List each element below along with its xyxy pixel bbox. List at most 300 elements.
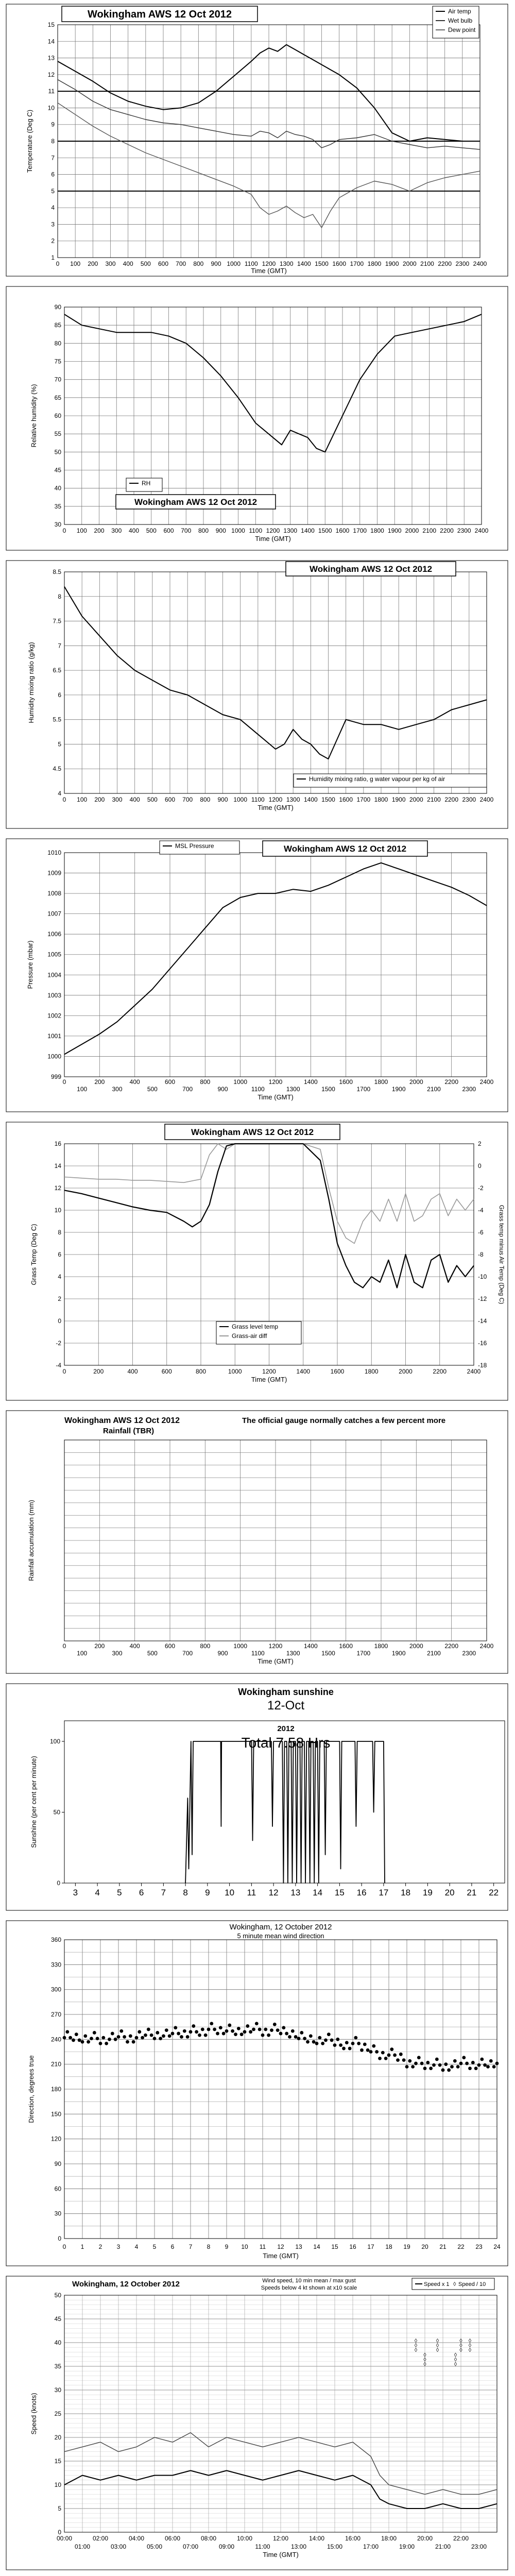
x-tick-label: 400 <box>129 1642 140 1650</box>
wind-speed-chart-svg <box>0 2272 515 2576</box>
x-tick-label: 08:00 <box>200 2535 217 2542</box>
chart-subtitle-2: Speeds below 4 kt shown at x10 scale <box>261 2285 357 2291</box>
x-tick-label: 1000 <box>233 1078 248 1086</box>
x-tick-label: 2300 <box>455 260 470 267</box>
x-tick-label: 1300 <box>286 796 300 803</box>
x-tick-label: 300 <box>112 1086 123 1093</box>
scatter-point <box>477 2063 481 2067</box>
scatter-point: ◊ <box>436 2343 439 2349</box>
x-tick-label: 03:00 <box>110 2543 127 2550</box>
x-tick-label: 4 <box>95 1888 100 1897</box>
x-tick-label: 2000 <box>405 527 419 534</box>
y-tick-label: 6 <box>58 1251 61 1258</box>
scatter-point <box>306 2040 310 2044</box>
x-tick-label: 1500 <box>321 1086 335 1093</box>
scatter-point: ◊ <box>468 2343 472 2349</box>
humidity-chart-svg <box>0 282 515 556</box>
scatter-point: ◊ <box>468 2338 472 2344</box>
legend-entry: MSL Pressure <box>175 842 214 850</box>
legend-entry: Grass level temp <box>232 1323 279 1330</box>
x-tick-label: 09:00 <box>218 2543 235 2550</box>
scatter-point <box>432 2063 436 2067</box>
x-tick-label: 2300 <box>462 1086 476 1093</box>
x-tick-label: 9 <box>205 1888 210 1897</box>
sunshine-chart-svg <box>0 1680 515 1917</box>
x-tick-label: 1600 <box>339 1078 353 1086</box>
y-tick-label: 1000 <box>47 1053 61 1060</box>
y-tick-label: -2 <box>56 1340 61 1347</box>
x-tick-label: 2000 <box>409 1078 423 1086</box>
scatter-point <box>186 2035 190 2039</box>
scatter-point <box>101 2036 105 2040</box>
scatter-point <box>402 2058 406 2062</box>
chart-title: Wokingham AWS 12 Oct 2012 <box>87 9 232 21</box>
scatter-point <box>129 2034 132 2038</box>
chart-title: Wokingham, 12 October 2012 <box>229 1923 332 1931</box>
scatter-point <box>246 2024 249 2028</box>
scatter-point <box>486 2065 490 2069</box>
x-tick-label: 1000 <box>228 1368 242 1375</box>
scatter-point <box>327 2032 331 2036</box>
chart-subtitle: 5 minute mean wind direction <box>237 1932 324 1940</box>
scatter-point <box>75 2032 78 2036</box>
temperature-chart-svg <box>0 0 515 282</box>
scatter-point <box>153 2037 157 2040</box>
x-tick-label: 2200 <box>444 1078 459 1086</box>
x-tick-label: 5 <box>152 2243 157 2250</box>
scatter-point <box>141 2036 144 2040</box>
legend-entry: Humidity mixing ratio, g water vapour per kg of air <box>309 775 445 783</box>
y-tick-label: 70 <box>54 376 61 383</box>
scatter-point <box>207 2028 211 2031</box>
scatter-point <box>474 2066 478 2070</box>
y-tick-label: 35 <box>54 2363 61 2370</box>
y-tick-label: 0 <box>57 1879 60 1887</box>
x-tick-label: 800 <box>200 796 211 803</box>
scatter-point: ◊ <box>459 2338 462 2344</box>
scatter-point <box>99 2042 102 2045</box>
scatter-point <box>357 2042 360 2045</box>
x-tick-label: 1100 <box>251 1086 265 1093</box>
y-axis-label: Temperature (Deg C) <box>26 109 33 173</box>
chart-subtitle: 12-Oct <box>267 1699 305 1713</box>
scatter-point: ◊ <box>454 2361 457 2368</box>
chart-relative-humidity <box>0 282 515 556</box>
x-tick-label: 1100 <box>244 260 258 267</box>
x-tick-label: 18 <box>385 2243 392 2250</box>
x-tick-label: 400 <box>129 1078 140 1086</box>
scatter-point <box>159 2037 162 2040</box>
x-tick-label: 1 <box>80 2243 84 2250</box>
y-tick-label: 80 <box>54 340 61 347</box>
scatter-point <box>240 2032 244 2036</box>
scatter-point: ◊ <box>423 2361 426 2368</box>
x-tick-label: 7 <box>188 2243 193 2250</box>
x-tick-label: 200 <box>94 1642 105 1650</box>
y-tick-label: 6 <box>51 171 55 178</box>
scatter-point <box>228 2024 231 2027</box>
y-tick-label: 20 <box>54 2434 61 2441</box>
scatter-point <box>65 2030 69 2033</box>
scatter-point <box>273 2023 277 2026</box>
x-axis-label: Time (GMT) <box>263 2551 299 2558</box>
y-right-tick-label: -6 <box>478 1229 484 1236</box>
scatter-point <box>171 2032 175 2036</box>
x-tick-label: 21 <box>439 2243 447 2250</box>
y-right-axis-label: Grass temp minus Air Temp (Deg C) <box>498 1205 505 1304</box>
x-tick-label: 1900 <box>391 1650 406 1657</box>
scatter-point <box>285 2032 288 2036</box>
x-tick-label: 13 <box>290 1888 301 1897</box>
mixing-ratio-chart-svg <box>0 556 515 835</box>
y-tick-label: 6.5 <box>53 667 61 674</box>
scatter-point: ◊ <box>459 2347 462 2353</box>
x-tick-label: 2300 <box>462 1650 476 1657</box>
legend-entry: Grass-air diff <box>232 1332 267 1340</box>
y-tick-label: 4 <box>58 790 61 797</box>
x-tick-label: 9 <box>225 2243 229 2250</box>
chart-temperature <box>0 0 515 282</box>
scatter-point <box>156 2031 159 2035</box>
scatter-point <box>225 2029 229 2033</box>
x-tick-label: 11 <box>259 2243 266 2250</box>
x-tick-label: 1100 <box>249 527 263 534</box>
y-tick-label: -4 <box>56 1362 61 1369</box>
scatter-point <box>204 2033 208 2037</box>
scatter-point <box>372 2044 375 2048</box>
y-tick-label: 0 <box>58 1317 61 1325</box>
y-tick-label: 12 <box>54 1184 61 1192</box>
grass-temp-chart-svg <box>0 1118 515 1406</box>
x-tick-label: 24 <box>493 2243 501 2250</box>
scatter-point <box>339 2043 342 2047</box>
x-tick-label: 600 <box>163 527 174 534</box>
y-tick-label: 60 <box>54 2185 61 2193</box>
scatter-point <box>231 2029 234 2033</box>
x-tick-label: 200 <box>93 1368 104 1375</box>
y-tick-label: 3 <box>51 221 55 228</box>
x-tick-label: 1400 <box>296 1368 311 1375</box>
y-tick-label: 13 <box>47 54 55 62</box>
scatter-point <box>243 2030 247 2033</box>
y-axis-label: Speed (knots) <box>30 2393 38 2435</box>
x-tick-label: 0 <box>56 260 60 267</box>
scatter-point <box>144 2033 147 2037</box>
legend-entry: Speed x 1 <box>424 2281 450 2287</box>
y-tick-label: 240 <box>50 2036 61 2043</box>
x-tick-label: 1900 <box>391 796 406 803</box>
x-tick-label: 500 <box>147 1650 158 1657</box>
legend-swatch-marker: ◊ <box>453 2281 456 2287</box>
scatter-point <box>105 2042 108 2045</box>
scatter-point <box>420 2062 424 2065</box>
x-tick-label: 900 <box>217 796 228 803</box>
y-tick-label: 8 <box>58 1229 61 1236</box>
x-tick-label: 900 <box>217 1650 228 1657</box>
x-tick-label: 900 <box>217 1086 228 1093</box>
y-right-tick-label: 0 <box>478 1162 482 1170</box>
y-tick-label: 5 <box>51 187 55 195</box>
scatter-point <box>330 2039 334 2042</box>
x-tick-label: 1400 <box>303 1642 318 1650</box>
scatter-point <box>81 2040 84 2044</box>
y-tick-label: 7 <box>58 642 61 650</box>
chart-title: Wokingham sunshine <box>238 1687 334 1697</box>
scatter-point <box>336 2038 339 2041</box>
y-tick-label: 999 <box>50 1073 61 1080</box>
x-tick-label: 23 <box>475 2243 483 2250</box>
scatter-point <box>378 2057 382 2060</box>
chart-year: 2012 <box>277 1724 295 1733</box>
x-tick-label: 22 <box>457 2243 465 2250</box>
x-tick-label: 10 <box>241 2243 248 2250</box>
x-tick-label: 800 <box>200 1078 211 1086</box>
panel-frame <box>6 286 508 550</box>
chart-grass-temp <box>0 1118 515 1406</box>
y-tick-label: 11 <box>48 88 55 95</box>
scatter-point <box>234 2032 237 2036</box>
x-axis-label: Time (GMT) <box>258 1657 294 1665</box>
scatter-point: ◊ <box>436 2338 439 2344</box>
y-right-tick-label: -10 <box>478 1273 487 1280</box>
scatter-point <box>168 2034 171 2038</box>
chart-wind-speed <box>0 2272 515 2576</box>
scatter-point <box>114 2038 117 2041</box>
scatter-point <box>489 2059 493 2063</box>
x-tick-label: 100 <box>77 796 88 803</box>
scatter-point <box>189 2030 193 2033</box>
scatter-point: ◊ <box>423 2357 426 2363</box>
y-right-tick-label: -16 <box>478 1340 487 1347</box>
x-tick-label: 1200 <box>268 796 283 803</box>
scatter-point <box>216 2032 219 2036</box>
x-tick-label: 1600 <box>330 1368 345 1375</box>
y-axis-label: Rainfall accumulation (mm) <box>27 1500 35 1581</box>
chart-annotation: The official gauge normally catches a few percent more <box>242 1416 446 1425</box>
x-tick-label: 7 <box>161 1888 166 1897</box>
y-tick-label: 8 <box>58 592 61 600</box>
scatter-point <box>111 2032 114 2036</box>
x-tick-label: 600 <box>158 260 169 267</box>
x-tick-label: 1800 <box>374 1078 388 1086</box>
x-tick-label: 05:00 <box>146 2543 163 2550</box>
y-tick-label: 1009 <box>47 869 61 877</box>
panel-frame <box>6 1921 508 2266</box>
scatter-point <box>198 2033 201 2037</box>
x-tick-label: 0 <box>62 1368 66 1375</box>
scatter-point <box>63 2036 66 2040</box>
x-tick-label: 17 <box>367 2243 374 2250</box>
x-tick-label: 1600 <box>332 260 347 267</box>
y-tick-label: 120 <box>50 2135 61 2143</box>
scatter-point <box>381 2051 385 2055</box>
scatter-point <box>68 2036 72 2040</box>
x-tick-label: 1900 <box>391 1086 406 1093</box>
x-tick-label: 13 <box>295 2243 302 2250</box>
y-tick-label: 5.5 <box>53 716 61 723</box>
y-tick-label: 270 <box>50 2011 61 2018</box>
x-tick-label: 0 <box>62 1078 66 1086</box>
y-tick-label: 15 <box>54 2458 61 2465</box>
scatter-point <box>123 2035 126 2039</box>
x-tick-label: 02:00 <box>92 2535 109 2542</box>
x-tick-label: 18:00 <box>381 2535 397 2542</box>
panel-frame <box>6 839 508 1112</box>
scatter-point <box>468 2066 472 2070</box>
y-tick-label: 30 <box>54 2386 61 2394</box>
scatter-point <box>462 2056 466 2059</box>
chart-title: Wokingham, 12 October 2012 <box>72 2280 180 2289</box>
x-tick-label: 1700 <box>356 796 371 803</box>
x-tick-label: 900 <box>211 260 221 267</box>
x-tick-label: 700 <box>176 260 186 267</box>
x-tick-label: 2400 <box>474 527 489 534</box>
x-tick-label: 2200 <box>444 796 459 803</box>
x-tick-label: 2200 <box>444 1642 459 1650</box>
scatter-point <box>417 2056 421 2059</box>
x-tick-label: 700 <box>182 796 193 803</box>
y-tick-label: 7 <box>51 154 55 162</box>
y-tick-label: 0 <box>58 2235 61 2242</box>
legend-entry: Speed / 10 <box>458 2281 486 2287</box>
y-tick-label: 1003 <box>47 991 61 999</box>
x-tick-label: 100 <box>77 1086 88 1093</box>
scatter-point <box>93 2031 96 2035</box>
x-tick-label: 1100 <box>251 1650 265 1657</box>
y-tick-label: 1010 <box>47 849 61 856</box>
scatter-point <box>252 2028 255 2031</box>
scatter-point <box>444 2062 448 2066</box>
chart-title: Wokingham AWS 12 Oct 2012 <box>309 564 433 574</box>
x-tick-label: 2100 <box>420 260 434 267</box>
chart-wind-direction <box>0 1917 515 2272</box>
scatter-point <box>288 2035 291 2039</box>
scatter-point <box>282 2026 285 2029</box>
y-tick-label: 0 <box>58 2529 61 2536</box>
scatter-point <box>312 2040 316 2044</box>
scatter-point <box>150 2033 153 2037</box>
x-tick-label: 14 <box>313 2243 320 2250</box>
scatter-point <box>177 2032 180 2036</box>
x-tick-label: 1400 <box>301 527 315 534</box>
x-tick-label: 20 <box>421 2243 428 2250</box>
y-tick-label: 1008 <box>47 890 61 897</box>
x-tick-label: 1600 <box>339 796 353 803</box>
scatter-point <box>447 2069 451 2072</box>
y-tick-label: 100 <box>49 1738 60 1745</box>
x-tick-label: 1300 <box>286 1650 300 1657</box>
scatter-point <box>138 2030 141 2033</box>
y-right-tick-label: -4 <box>478 1207 484 1214</box>
scatter-point <box>429 2066 433 2070</box>
scatter-point <box>267 2033 270 2037</box>
scatter-point <box>192 2024 195 2028</box>
x-tick-label: 2400 <box>479 796 494 803</box>
x-tick-label: 700 <box>182 1650 193 1657</box>
x-tick-label: 1200 <box>268 1078 283 1086</box>
y-tick-label: 8.5 <box>53 568 61 575</box>
scatter-point <box>345 2041 349 2044</box>
x-tick-label: 500 <box>147 1086 158 1093</box>
x-tick-label: 1800 <box>374 1642 388 1650</box>
x-tick-label: 12:00 <box>272 2535 289 2542</box>
y-tick-label: 45 <box>54 2315 61 2323</box>
chart-subtitle: Wind speed, 10 min mean / max gust <box>262 2278 356 2284</box>
scatter-point <box>315 2042 319 2045</box>
x-tick-label: 800 <box>193 260 204 267</box>
x-tick-label: 11:00 <box>255 2543 270 2550</box>
scatter-point <box>183 2029 186 2033</box>
x-tick-label: 900 <box>215 527 226 534</box>
y-tick-label: 8 <box>51 138 55 145</box>
scatter-point <box>294 2035 298 2039</box>
chart-title: Wokingham AWS 12 Oct 2012 <box>64 1416 180 1425</box>
x-tick-label: 12 <box>277 2243 284 2250</box>
scatter-point <box>201 2028 204 2031</box>
panel-frame <box>6 4 508 276</box>
scatter-point <box>348 2047 352 2050</box>
panel-frame <box>6 1122 508 1400</box>
x-tick-label: 800 <box>198 527 209 534</box>
scatter-point <box>324 2039 328 2042</box>
scatter-point <box>117 2035 121 2039</box>
x-tick-label: 1100 <box>251 796 265 803</box>
x-tick-label: 22:00 <box>453 2535 469 2542</box>
scatter-point <box>375 2050 379 2054</box>
y-tick-label: 6 <box>58 691 61 699</box>
y-right-tick-label: -14 <box>478 1317 487 1325</box>
x-tick-label: 700 <box>181 527 192 534</box>
x-tick-label: 2400 <box>467 1368 481 1375</box>
x-tick-label: 300 <box>111 527 122 534</box>
scatter-point <box>108 2038 111 2041</box>
scatter-point <box>405 2065 409 2069</box>
x-tick-label: 1900 <box>387 527 402 534</box>
x-tick-label: 5 <box>117 1888 122 1897</box>
scatter-point <box>300 2031 303 2035</box>
x-tick-label: 2300 <box>462 796 476 803</box>
scatter-point <box>360 2048 364 2052</box>
chart-title: Wokingham AWS 12 Oct 2012 <box>283 844 407 854</box>
scatter-point <box>426 2061 430 2064</box>
scatter-point <box>87 2040 90 2044</box>
scatter-point <box>72 2039 75 2042</box>
y-right-tick-label: -2 <box>478 1184 484 1192</box>
scatter-point <box>354 2036 357 2040</box>
x-tick-label: 1800 <box>374 796 388 803</box>
x-tick-label: 1800 <box>364 1368 379 1375</box>
y-tick-label: 5 <box>58 740 61 748</box>
y-tick-label: 360 <box>50 1936 61 1943</box>
scatter-point <box>297 2037 301 2040</box>
scatter-point <box>132 2040 135 2044</box>
x-tick-label: 200 <box>94 796 105 803</box>
scatter-point <box>390 2047 393 2051</box>
x-tick-label: 22 <box>489 1888 499 1897</box>
x-tick-label: 1800 <box>367 260 382 267</box>
y-tick-label: 30 <box>54 521 61 528</box>
y-tick-label: 12 <box>47 71 55 78</box>
legend-entry: Air temp <box>448 8 471 15</box>
scatter-point <box>414 2062 418 2065</box>
x-tick-label: 1200 <box>262 260 276 267</box>
scatter-point <box>222 2032 226 2036</box>
x-tick-label: 2400 <box>479 1078 494 1086</box>
x-tick-label: 18 <box>401 1888 411 1897</box>
scatter-point <box>78 2039 81 2042</box>
x-tick-label: 07:00 <box>182 2543 199 2550</box>
x-tick-label: 2300 <box>457 527 471 534</box>
